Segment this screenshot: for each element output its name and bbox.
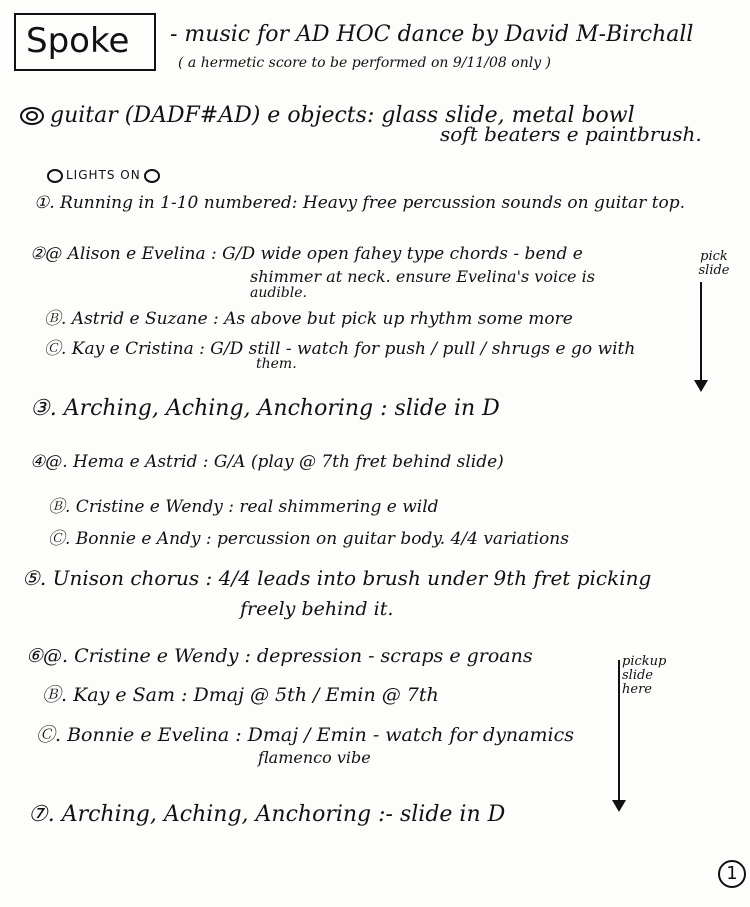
section-6b: Ⓑ. Kay e Sam : Dmaj @ 5th / Emin @ 7th xyxy=(42,684,439,706)
pickup-slide-note: pickup slide here xyxy=(622,654,667,697)
section-1: ①. Running in 1-10 numbered: Heavy free percussion sounds on guitar top. xyxy=(34,193,686,213)
title-box xyxy=(14,13,156,71)
section-2a-cont2: audible. xyxy=(250,285,307,301)
lights-cue xyxy=(44,168,163,183)
down-arrow-icon xyxy=(612,800,626,812)
section-6a: ⑥@. Cristine e Wendy : depression - scraps e groans xyxy=(26,645,533,667)
down-arrow-line xyxy=(700,282,702,382)
subtitle: - music for AD HOC dance by David M-Birchall xyxy=(170,22,694,47)
section-7: ⑦. Arching, Aching, Anchoring :- slide in D xyxy=(28,802,506,827)
section-4a: ④@. Hema e Astrid : G/A (play @ 7th fret behind slide) xyxy=(30,452,504,472)
lights-label: LIGHTS ON xyxy=(66,168,141,182)
section-5-cont: freely behind it. xyxy=(240,598,394,620)
section-2a-cont: shimmer at neck. ensure Evelina's voice is xyxy=(250,267,595,286)
spiral-icon xyxy=(47,169,63,183)
section-2c-cont: them. xyxy=(256,356,297,372)
performance-note: ( a hermetic score to be performed on 9/11/08 only ) xyxy=(178,55,552,71)
section-6c: Ⓒ. Bonnie e Evelina : Dmaj / Emin - watch for dynamics xyxy=(36,724,574,746)
down-arrow-line xyxy=(618,660,620,802)
instrument-label: guitar (DADF#AD) e objects: glass slide, metal bowl xyxy=(50,103,635,128)
section-4c: Ⓒ. Bonnie e Andy : percussion on guitar body. 4/4 variations xyxy=(48,529,569,549)
instrument-objects-cont: soft beaters e paintbrush. xyxy=(440,122,702,146)
title: Spoke xyxy=(26,21,130,61)
spiral-icon xyxy=(144,169,160,183)
section-4b: Ⓑ. Cristine e Wendy : real shimmering e wild xyxy=(48,497,439,517)
section-2b: Ⓑ. Astrid e Suzane : As above but pick up rhythm some more xyxy=(44,309,573,329)
section-5: ⑤. Unison chorus : 4/4 leads into brush under 9th fret picking xyxy=(22,566,652,590)
section-3: ③. Arching, Aching, Anchoring : slide in D xyxy=(30,396,500,421)
page-number: 1 xyxy=(718,860,746,888)
pick-slide-note: pick slide xyxy=(698,249,730,278)
section-2a: ②@ Alison e Evelina : G/D wide open fahey type chords - bend e xyxy=(30,244,583,264)
down-arrow-icon xyxy=(694,380,708,392)
spiral-icon xyxy=(20,107,44,125)
section-2c: Ⓒ. Kay e Cristina : G/D still - watch for push / pull / shrugs e go with xyxy=(44,339,636,359)
section-6c-cont: flamenco vibe xyxy=(258,748,371,767)
